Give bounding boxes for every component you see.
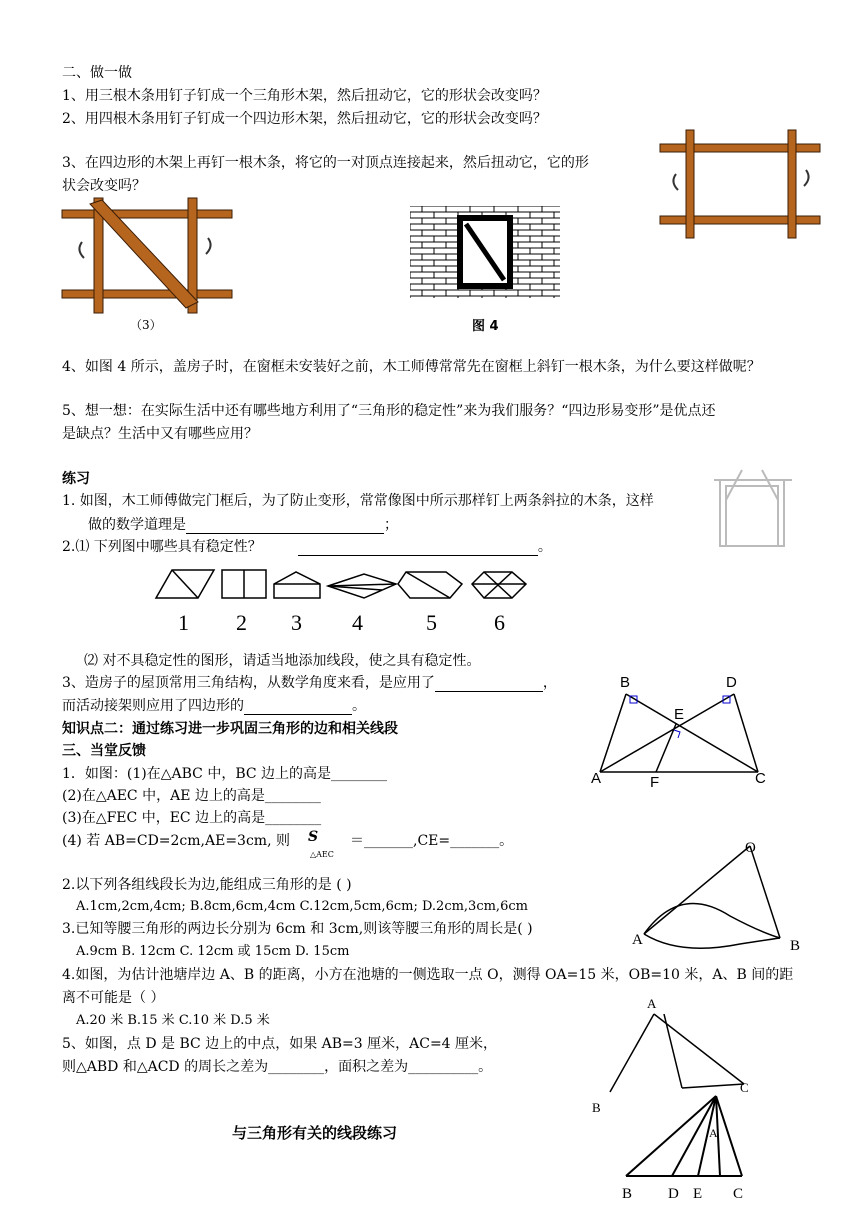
- question-2: 2、用四根木条用钉子钉成一个四边形木架，然后扭动它，它的形状会改变吗？: [62, 111, 547, 127]
- feedback-3-options: A.9cm B. 12cm C. 12cm 或 15cm D. 15cm: [76, 944, 350, 959]
- practice-3-text: 3、造房子的屋顶常用三角结构，从数学角度来看，是应用了: [62, 675, 435, 691]
- figure-4-caption: 图 4: [472, 319, 499, 334]
- practice-2-1: [62, 538, 552, 556]
- practice-3-end: ，: [542, 675, 557, 691]
- question-5-line1: 5、想一想：在实际生活中还有哪些地方利用了“三角形的稳定性”来为我们服务？“四边形易变形”是优点还: [62, 403, 716, 419]
- stability-shapes: [150, 568, 550, 604]
- feedback-2: 2.以下列各组线段长为边,能组成三角形的是 ( ): [62, 877, 352, 893]
- point-label: C: [733, 1186, 744, 1202]
- practice-1-line2: [88, 516, 398, 534]
- feedback-5-line1: 5、如图，点 D 是 BC 边上的中点，如果 AB=3 厘米，AC=4 厘米，: [62, 1036, 498, 1052]
- point-label: D: [668, 1186, 679, 1202]
- shape-number: 2: [236, 610, 247, 635]
- answer-blank[interactable]: [298, 555, 538, 556]
- section-title: 与三角形有关的线段练习: [232, 1124, 398, 1142]
- practice-2-1-text: 2.⑴ 下列图中哪些具有稳定性？: [62, 539, 262, 555]
- point-label: B: [620, 674, 631, 691]
- practice-heading: 练习: [62, 471, 90, 487]
- question-1: 1、用三根木条用钉子钉成一个三角形木架，然后扭动它，它的形状会改变吗？: [62, 88, 547, 104]
- point-label: E: [674, 706, 685, 723]
- shape-4: [328, 574, 396, 598]
- feedback-4-line2: 离不可能是（ ）: [62, 990, 165, 1006]
- feedback-1-b: (2)在△AEC 中，AE 边上的高是________: [62, 788, 321, 804]
- question-3-line2: 状会改变吗？: [62, 178, 146, 194]
- point-label: B: [622, 1186, 633, 1202]
- practice-1-line1: 1. 如图，木工师傅做完门框后，为了防止变形，常常像图中所示那样钉上两条斜拉的木条，这样: [62, 493, 654, 509]
- feedback-1-d: [62, 829, 514, 859]
- figure-3-caption: （3）: [130, 318, 162, 332]
- practice-3-text-2: 而活动接架则应用了四边形的: [62, 698, 244, 714]
- shape-number: 4: [352, 610, 363, 635]
- point-label: B: [790, 938, 801, 954]
- shape-6: [472, 572, 526, 598]
- brick-wall-window-figure: [410, 206, 560, 298]
- shape-3: [274, 572, 320, 598]
- door-frame-figure: [712, 470, 794, 548]
- feedback-1-c: (3)在△FEC 中，EC 边上的高是________: [62, 810, 322, 826]
- practice-2-2: ⑵ 对不具稳定性的图形，请适当地添加线段，使之具有稳定性。: [84, 653, 481, 669]
- shape-5: [398, 572, 462, 598]
- shape-2: [222, 570, 266, 598]
- area-symbol: [308, 829, 344, 859]
- point-label: C: [755, 770, 766, 787]
- practice-1-text: 做的数学道理是: [88, 517, 186, 533]
- answer-blank[interactable]: [244, 714, 352, 715]
- point-label: C: [740, 1080, 749, 1095]
- area-subscript: △AEC: [310, 850, 334, 859]
- point-label: A: [709, 1126, 718, 1140]
- answer-blank[interactable]: [435, 691, 543, 692]
- question-5-line2: 是缺点？生活中又有哪些应用？: [62, 426, 258, 442]
- section-heading: 二、做一做: [62, 65, 132, 81]
- triangle-heights-figure: [590, 690, 770, 780]
- question-4: 4、如图 4 所示，盖房子时，在窗框未安装好之前，木工师傅常常先在窗框上斜钉一根木条，为什么要这样做呢？: [62, 359, 761, 375]
- feedback-1-d-text: (4) 若 AB=CD=2cm,AE=3cm, 则: [62, 833, 290, 849]
- point-label: F: [650, 774, 660, 791]
- practice-3-line2: [62, 697, 366, 715]
- area-s: S: [308, 829, 319, 845]
- shape-number: 3: [291, 610, 302, 635]
- wood-frame-diagonal-figure: [62, 198, 237, 318]
- fan-triangle-figure: [620, 1094, 750, 1182]
- point-label: A: [647, 996, 657, 1011]
- section-3-heading: 三、当堂反馈: [62, 743, 146, 759]
- shape-1: [156, 570, 214, 598]
- pond-figure: [640, 844, 800, 944]
- feedback-5-line2: 则△ABD 和△ACD 的周长之差为________，面积之差为__________。: [62, 1059, 493, 1075]
- point-label: A: [591, 770, 602, 787]
- practice-2-1-end: 。: [537, 539, 552, 555]
- feedback-3: 3.已知等腰三角形的两边长分别为 6cm 和 3cm,则该等腰三角形的周长是( ): [62, 921, 533, 937]
- feedback-1-a: 1．如图：(1)在△ABC 中，BC 边上的高是________: [62, 766, 388, 782]
- question-3-line1: 3、在四边形的木架上再钉一根木条，将它的一对顶点连接起来，然后扭动它，它的形: [62, 155, 589, 171]
- shape-number: 5: [426, 610, 437, 635]
- knowledge-point-2: 知识点二：通过练习进一步巩固三角形的边和相关线段: [62, 721, 398, 737]
- point-label: B: [592, 1100, 601, 1115]
- shape-number: 6: [494, 610, 505, 635]
- wood-frame-figure: [660, 130, 830, 240]
- feedback-4-options: A.20 米 B.15 米 C.10 米 D.5 米: [76, 1013, 270, 1028]
- midpoint-triangle-figure: [598, 1010, 758, 1100]
- feedback-2-options: A.1cm,2cm,4cm; B.8cm,6cm,4cm C.12cm,5cm,6cm; D.2cm,3cm,6cm: [76, 899, 528, 914]
- feedback-1-d-tail: ＝_______,CE=_______。: [350, 833, 514, 849]
- point-label: D: [726, 674, 737, 691]
- practice-3-line1: [62, 674, 557, 692]
- point-label: O: [745, 840, 756, 856]
- point-label: A: [632, 932, 643, 948]
- answer-blank[interactable]: [186, 533, 384, 534]
- practice-3-end-2: 。: [352, 698, 366, 714]
- feedback-4-line1: 4.如图，为估计池塘岸边 A、B 的距离，小方在池塘的一侧选取一点 O，测得 OA=15 米，OB=10 米，A、B 间的距: [62, 967, 794, 983]
- point-label: E: [693, 1186, 703, 1202]
- practice-1-end: ；: [384, 517, 398, 533]
- shape-number: 1: [178, 610, 189, 635]
